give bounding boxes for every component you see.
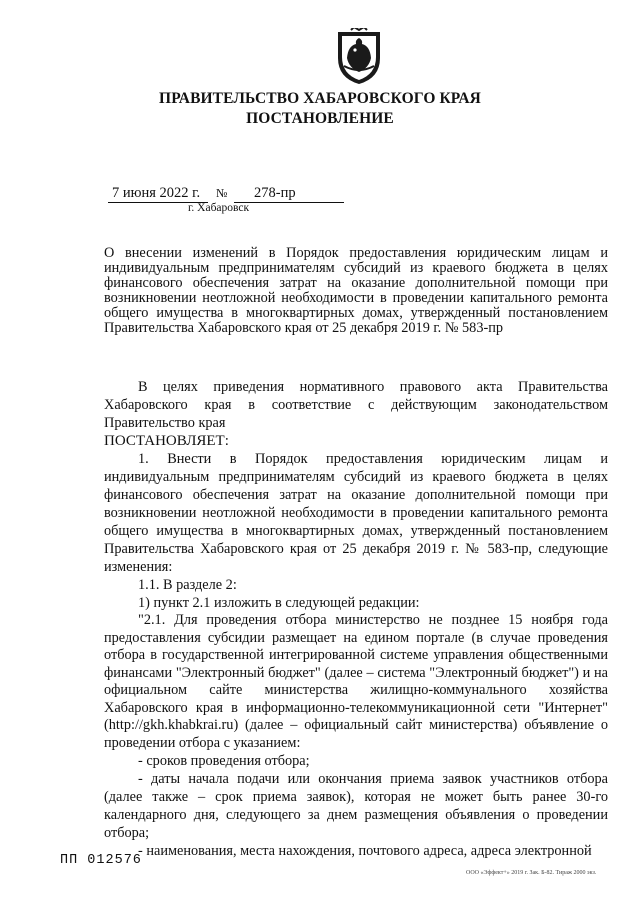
document-subject: О внесении изменений в Порядок предоставления юридическим лицам и индивидуальным предпринимателям субсидий из краевого бюджета в целях финансового обеспечения затрат на оказание дополнительной помощи при возникновении неотложной необходимости в проведении капитального ремонта общего имущества в многоквартирных домах, утвержденный постановлением Правительства Хабаровского края от 25 декабря 2019 г. № 583-пр	[104, 245, 608, 336]
number-sign: №	[216, 186, 228, 200]
organization-title: ПРАВИТЕЛЬСТВО ХАБАРОВСКОГО КРАЯ	[159, 90, 481, 107]
decree-heading: ПОСТАНОВЛЯЕТ:	[104, 433, 229, 449]
item-1-paragraph: 1. Внести в Порядок предоставления юридическим лицам и индивидуальным предпринимателям субсидий из краевого бюджета в целях финансового обеспечения затрат на оказание дополнительной помощи при возникновении неотложной необходимости в проведении капитального ремонта общего имущества в многоквартирных домах, утвержденный постановлением Правительства Хабаровского края от 25 декабря 2019 г. № 583-пр, следующие изменения:	[104, 451, 608, 575]
document-type-title: ПОСТАНОВЛЕНИЕ	[246, 110, 394, 127]
date-number-line	[108, 185, 348, 203]
document-date: 7 июня 2022 г.	[112, 185, 201, 201]
city-label: г. Хабаровск	[188, 202, 250, 214]
preamble-paragraph: В целях приведения нормативного правового акта Правительства Хабаровского края в соответствие с действующим законодательством Правительство края	[104, 379, 608, 431]
list-item: - сроков проведения отбора;	[138, 753, 310, 769]
printer-imprint: ООО «Эффект+» 2019 г. Зак. Б-82. Тираж 2000 экз.	[466, 870, 597, 876]
clause-2-1-paragraph: "2.1. Для проведения отбора министерство не позднее 15 ноября года предоставления субсидии размещает на едином портале (в случае проведения отбора в государственной интегрированной системе управления общественными финансами "Электронный бюджет" (далее – система "Электронный бюджет") и на официальном сайте министерства жилищно-коммунального хозяйства Хабаровского края в информационно-телекоммуникационной сети "Интернет" (http://gkh.khabkrai.ru) (далее – официальный сайт министерства) объявление о проведении отбора с указанием:	[104, 612, 608, 751]
number-underline	[234, 202, 344, 203]
item-1-1-paragraph: 1.1. В разделе 2:	[138, 577, 237, 593]
coat-of-arms-emblem	[334, 28, 384, 86]
list-item: - даты начала подачи или окончания приема заявок участников отбора (далее также – срок приема заявок), которая не может быть ранее 30-го календарного дня, следующего за днем размещения объявления о проведении отбора;	[104, 771, 608, 841]
document-body	[104, 378, 608, 860]
item-1-1-1-paragraph: 1) пункт 2.1 изложить в следующей редакции:	[138, 595, 420, 611]
list-item: - наименования, места нахождения, почтового адреса, адреса электронной	[138, 843, 592, 859]
document-number: 278-пр	[254, 185, 296, 201]
serial-number: ПП 012576	[60, 853, 142, 868]
